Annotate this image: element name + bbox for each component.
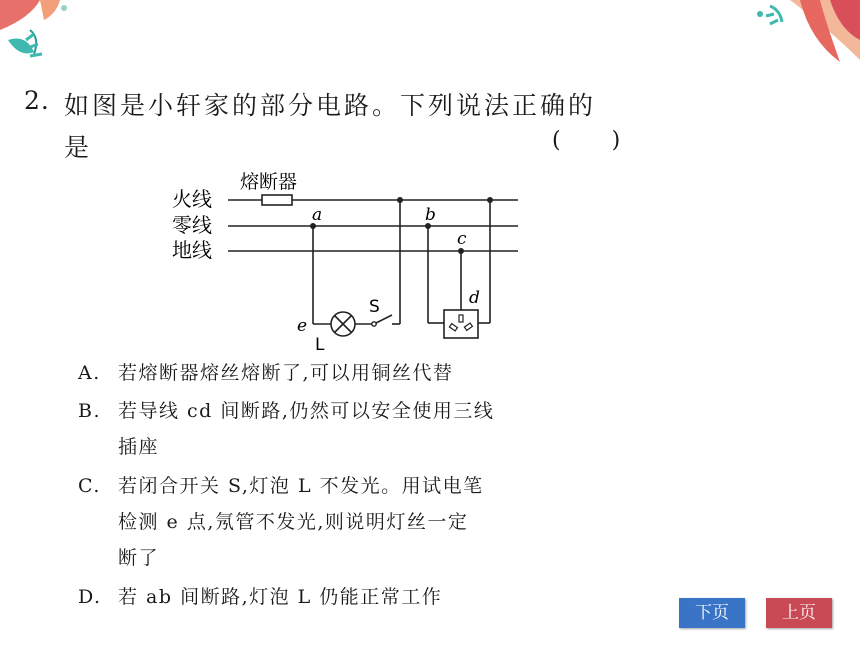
neutral-wire-label: 零线 (172, 213, 212, 237)
answer-parentheses: ( ) (552, 128, 643, 153)
option-c-text-continued-2: 断了 (118, 547, 160, 569)
point-b-label: b (425, 205, 436, 225)
option-c[interactable] (78, 475, 484, 497)
corner-decoration-left (0, 0, 90, 90)
point-e-label: e (297, 316, 308, 336)
question-stem: 如图是小轩家的部分电路。下列说法正确的 (64, 91, 597, 120)
fuse-label: 熔断器 (240, 171, 298, 193)
question-number: 2. (24, 86, 50, 115)
point-a-label: a (312, 205, 323, 225)
socket-pin (459, 315, 463, 322)
switch-label: S (369, 297, 380, 317)
option-c-label: C. (78, 475, 101, 497)
option-a-text: 若熔断器熔丝熔断了,可以用铜丝代替 (118, 362, 454, 384)
option-a[interactable] (78, 362, 454, 384)
option-c-text-continued: 检测 e 点,氖管不发光,则说明灯丝一定 (118, 511, 469, 533)
option-c-text: 若闭合开关 S,灯泡 L 不发光。用试电笔 (118, 475, 484, 497)
fuse-symbol (262, 195, 292, 205)
ground-wire-label: 地线 (172, 238, 212, 262)
previous-page-button[interactable]: 上页 (766, 598, 832, 628)
corner-decoration-right (730, 0, 860, 80)
option-b-text-continued: 插座 (118, 436, 160, 458)
option-b-text: 若导线 cd 间断路,仍然可以安全使用三线 (118, 400, 495, 422)
switch-contact (372, 322, 376, 326)
option-b[interactable] (78, 400, 495, 422)
point-c-label: c (457, 229, 467, 249)
lamp-label: L (315, 335, 325, 355)
option-a-label: A. (78, 362, 101, 384)
next-page-button[interactable]: 下页 (679, 598, 745, 628)
option-b-label: B. (78, 400, 102, 422)
option-d-text: 若 ab 间断路,灯泡 L 仍能正常工作 (118, 586, 443, 608)
circuit-diagram (160, 160, 540, 360)
question-stem-continued: 是 (64, 133, 90, 162)
option-d-label: D. (78, 586, 102, 608)
option-d[interactable] (78, 586, 443, 608)
live-wire-label: 火线 (172, 187, 212, 211)
point-d-label: d (469, 288, 480, 308)
three-pin-socket (444, 310, 478, 338)
